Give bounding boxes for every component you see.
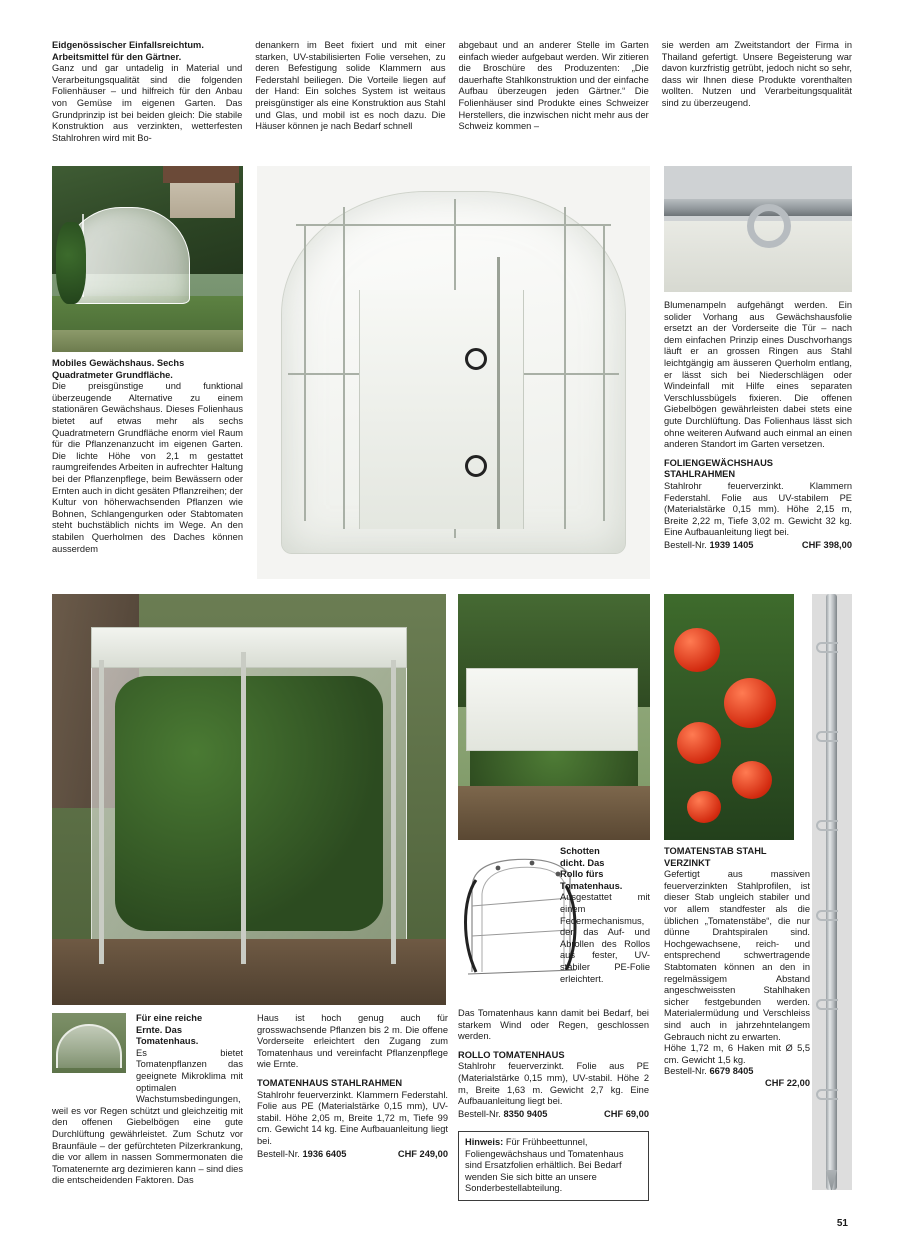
curtain-ring-detail-photo — [664, 166, 852, 292]
rollo-body: Das Tomatenhaus kann damit bei Bedarf, bei starkem Wind oder Regen, geschlossen werden. — [458, 1008, 649, 1042]
note-label: Hinweis: — [465, 1137, 504, 1147]
tomato-house-middle-body: Haus ist hoch genug auch für grosswachsende Pflanzen bis 2 m. Die offene Vorderseite erleichtert den Zugang zum Tomatenhaus und vereinfacht Pflanzenpflege wie Ernte. — [257, 1013, 448, 1070]
tomato-house-order-label: Bestell-Nr. — [257, 1148, 300, 1159]
tomato-house-product-text — [257, 1013, 448, 1160]
rollo-order-label: Bestell-Nr. — [458, 1108, 501, 1119]
note-body: Für Frühbeettunnel, Foliengewächshaus und Tomatenhaus sind Ersatzfolien erhältlich. Bei Bedarf wenden Sie sich bitte an unsere Sonderbestellabteilung. — [465, 1137, 624, 1194]
rollo-caption-line4: Tomatenhaus. — [560, 880, 623, 891]
rollo-caption — [560, 846, 650, 985]
rollo-product-title: ROLLO TOMATENHAUS — [458, 1049, 565, 1060]
tomato-house-in-field-photo — [458, 594, 650, 840]
foil-greenhouse-product-photo — [257, 166, 650, 579]
tomato-stake-photo — [812, 594, 852, 1190]
top-column-1 — [52, 40, 242, 144]
rollo-price: CHF 69,00 — [604, 1108, 649, 1119]
tunnel-arch-thumbnail-photo — [52, 1013, 126, 1073]
mobile-greenhouse-heading-2: Quadratmeter Grundfläche. — [52, 369, 173, 380]
mobile-greenhouse-body: Die preisgünstige und funktional überzeugende Alternative zu einem stationären Gewächshaus. Dieses Folienhaus bietet auf etwas mehr als sechs Quadratmetern Grundfläche enorm viel Raum für die Pflanzenanzucht im eigenen Garten. Die lichte Höhe von 2,1 m gestattet raumgreifendes Arbeiten in aufrechter Haltung bei der Pflanzenpflege, beim Bewässern oder Ernten auch in dicht gesäten Pflanzreihen; der Kultur von höherwachsenden Pflanzen wie Bohnen, Schlangengurken oder Stabtomaten steht buchstäblich nichts im Wege. An den stabilen Querholmen des Daches können ausserdem — [52, 381, 243, 554]
tomato-stake-title-2: VERZINKT — [664, 857, 711, 868]
curtain-column-text — [664, 300, 852, 551]
mobile-greenhouse-text — [52, 358, 243, 555]
tomato-stake-price: CHF 22,00 — [765, 1077, 810, 1088]
mobile-greenhouse-heading-1: Mobiles Gewächshaus. Sechs — [52, 358, 185, 368]
top-column-4-body: sie werden am Zweitstandort der Firma in Thailand gefertigt. Unsere Begeisterung war davon kurzfristig getrübt, jedoch nicht so sehr, dass wir Ihnen diese Produkte vorenthalten wollten. Nutzen und Verarbeitungsqualität sind zu überzeugend. — [661, 40, 852, 108]
foil-greenhouse-order-label: Bestell-Nr. — [664, 539, 707, 550]
tomato-house-heading-2: Ernte. Das — [136, 1024, 182, 1035]
tomato-house-heading-3: Tomatenhaus. — [136, 1036, 199, 1047]
tomato-house-heading-1: Für eine reiche — [136, 1013, 203, 1023]
rollo-product-specs: Stahlrohr feuerverzinkt. Folie aus PE (Materialstärke 0,15 mm), UV-stabil. Höhe 2 m, Breite 1,63 m. Gewicht 2,7 kg. Eine Aufbauanleitung liegt bei. — [458, 1061, 649, 1107]
article-heading-line2: Arbeitsmittel für den Gärtner. — [52, 51, 182, 62]
tomato-stake-order-number: 6679 8405 — [709, 1066, 754, 1077]
top-column-4 — [662, 40, 852, 144]
rollo-caption-line2: dicht. Das — [560, 857, 605, 868]
top-text-columns — [52, 40, 852, 144]
foil-greenhouse-price: CHF 398,00 — [801, 539, 852, 550]
tomato-house-price: CHF 249,00 — [397, 1148, 448, 1159]
foil-greenhouse-title-2: STAHLRAHMEN — [664, 469, 736, 480]
top-column-3-body: abgebaut und an anderer Stelle im Garten einfach wieder aufgebaut werden. Wir zitieren die Broschüre des Produzenten: „Die dauerhafte Stahlkonstruktion und der einfache Aufbau überzeugen jeden Gärtner.“ Die Folienhäuser sind Produkte eines Schweizer Herstellers, die inzwischen nicht mehr aus der Schweiz kommen – — [458, 40, 649, 132]
article-heading-line1: Eidgenössischer Einfallsreichtum. — [52, 40, 204, 50]
tomato-house-body-rest: weil es vor Regen schützt und gleichzeitig mit den offenen Giebelbögen eine gute Durchlüftung gewährleistet. Zum Schutz vor Braunfäule – der gefürchteten Pilzerkrankung, die vor allem in nassen Sommermonaten die Tomatenernte arg dezimieren kann – sind dies die entscheidenden Faktoren. Das — [52, 1105, 243, 1186]
foil-greenhouse-specs: Stahlrohr feuerverzinkt. Klammern Federstahl. Folie aus UV-stabilem PE (Materialstärke 0,15 mm). Höhe 2,15 m, Breite 2,22 m, Tiefe 3,02 m. Gewicht 32 kg. Eine Aufbauanleitung liegt bei. — [664, 480, 852, 538]
foil-greenhouse-title-1: FOLIENGEWÄCHSHAUS — [664, 457, 773, 468]
tomato-stake-specs: Höhe 1,72 m, 6 Haken mit Ø 5,5 cm. Gewicht 1,5 kg. — [664, 1043, 810, 1065]
tomato-house-product-specs: Stahlrohr feuerverzinkt. Klammern Federstahl. Folie aus PE (Materialstärke 0,15 mm), UV-stabil. Höhe 2,05 m, Breite 1,72 m, Tiefe 99 cm. Gewicht 14 kg. Eine Aufbauanleitung liegt bei. — [257, 1089, 448, 1146]
greenhouse-in-garden-photo — [52, 166, 243, 352]
foil-greenhouse-order-number: 1939 1405 — [709, 539, 754, 550]
tomato-house-product-title: TOMATENHAUS STAHLRAHMEN — [257, 1077, 403, 1088]
page-number: 51 — [836, 1218, 848, 1229]
curtain-column-body: Blumenampeln aufgehängt werden. Ein solider Vorhang aus Gewächshausfolie ersetzt an der Vorderseite die Tür – nach dem einfachen Prinzip eines Duschvorhangs läuft er an grossen Ringen aus Stahl leichtgängig am äusseren Querholm entlang, er lässt sich bei Niederschlägen oder Windeinfall mit Hilfe eines separaten Verschlussbügels fixieren. Die offenen Giebelbögen gewährleisten dabei stets eine gute Durchlüftung. Das Folienhaus lässt sich ohne weiteren Aufwand auch einmal an einen anderen Standort im Garten versetzen. — [664, 300, 852, 450]
rollo-caption-line3: Rollo fürs — [560, 869, 604, 880]
ripe-tomatoes-photo — [664, 594, 794, 840]
tomato-house-order-number: 1936 6405 — [302, 1148, 347, 1159]
rollo-caption-body: Ausgestattet mit einem Federmechanismus, der das Auf- und Abrollen des Rollos aus fester, UV-stabiler PE-Folie erleichtert. — [560, 892, 650, 984]
top-column-2-body: denankern im Beet fixiert und mit einer starken, UV-stabilisierten Folie versehen, zu deren Befestigung solide Klammern aus Federstahl beiliegen. Die Vorteile liegen auf der Hand: Ein solches System ist weitaus preisgünstiger als eine Konstruktion aus Stahl und Glas, und mobil ist es noch dazu. Die Häuser können je nach Bedarf schnell — [255, 40, 446, 132]
top-column-1-body: Ganz und gar untadelig in Material und Verarbeitungsqualität sind die folgenden Folienhäuser – und hilfreich für den Anbau von Gemüse im eigenen Garten. Das Grundprinzip ist bei beiden gleich: Die stabile Konstruktion aus verzinkten, wetterfesten Stahlrohren wird mit Bo- — [52, 63, 243, 143]
tomato-stake-order-label: Bestell-Nr. — [664, 1066, 707, 1077]
tomato-stake-text — [664, 846, 810, 1089]
rollo-order-number: 8350 9405 — [503, 1108, 548, 1119]
top-column-2 — [255, 40, 445, 144]
tomato-house-body-first: Es bietet Tomatenpflanzen das geeignete Mikroklima mit optimalen Wachstumsbedingungen, — [136, 1047, 243, 1105]
tomato-stake-title-1: TOMATENSTAB STAHL — [664, 846, 767, 856]
rollo-product-text — [458, 1008, 649, 1120]
note-box — [458, 1131, 649, 1201]
rollo-caption-line1: Schotten — [560, 846, 600, 856]
tomato-stake-body: Gefertigt aus massiven feuerverzinkten Stahlprofilen, ist dieser Stab ungleich stabiler und vor allem standfester als die üblichen „Tomatenstäbe“, die nur dünne Drahtspiralen sind. Hochgewachsene, reich- und entsprechend schwertragende Stabtomaten können an den in regelmässigem Abstand angeschweissten Stahlhaken sicher festgebunden werden. Materialermüdung und Verschleiss sind auch in jahrzehntelangem Gebrauch nicht zu erwarten. — [664, 869, 810, 1042]
tomato-house-photo — [52, 594, 446, 1005]
top-column-3 — [459, 40, 649, 144]
